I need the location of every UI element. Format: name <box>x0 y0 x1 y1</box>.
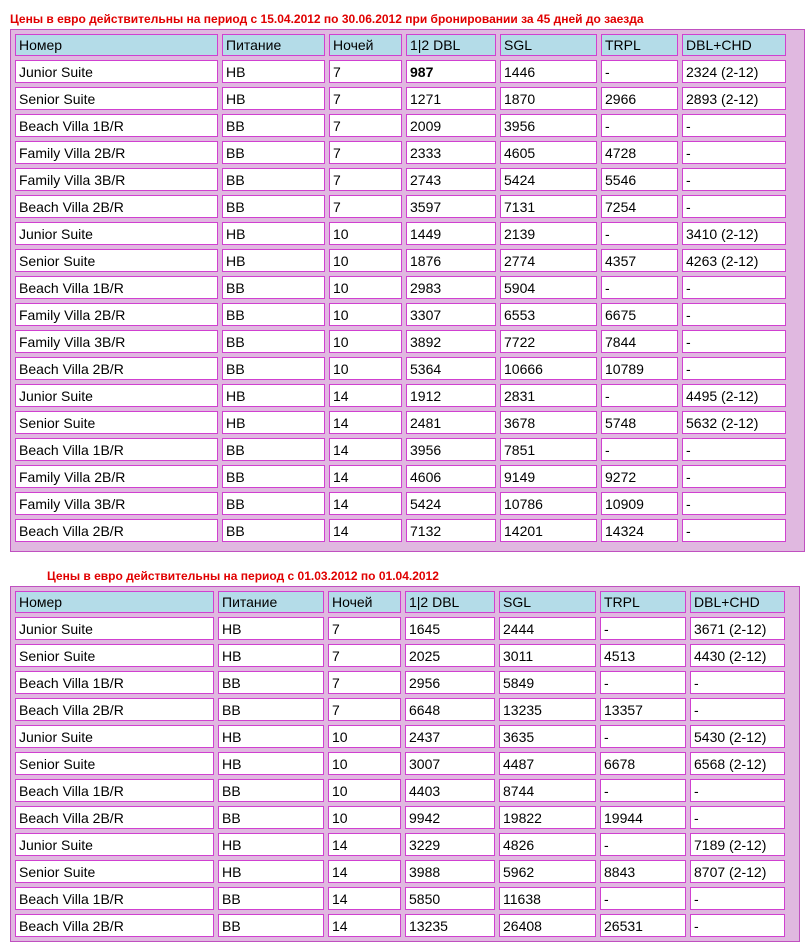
cell-trpl: - <box>600 725 686 748</box>
cell-room: Beach Villa 2B/R <box>15 519 218 542</box>
cell-trpl: - <box>601 60 678 83</box>
cell-dbl-chd: 4263 (2-12) <box>682 249 786 272</box>
cell-dbl: 3956 <box>406 438 496 461</box>
cell-board: BB <box>222 492 325 515</box>
cell-dbl-chd: 7189 (2-12) <box>690 833 785 856</box>
cell-dbl-chd: - <box>682 303 786 326</box>
cell-dbl-chd: - <box>682 114 786 137</box>
price-table-2-frame <box>10 586 800 942</box>
cell-dbl: 1912 <box>406 384 496 407</box>
cell-dbl-chd: - <box>690 779 785 802</box>
cell-nights: 14 <box>329 384 402 407</box>
cell-dbl-chd: - <box>682 519 786 542</box>
price-table-2 <box>11 587 789 941</box>
cell-nights: 10 <box>328 752 401 775</box>
header-sgl: SGL <box>500 34 597 56</box>
table-row <box>15 222 786 245</box>
cell-dbl: 2983 <box>406 276 496 299</box>
cell-dbl-chd: 2324 (2-12) <box>682 60 786 83</box>
header-room: Номер <box>15 34 218 56</box>
cell-nights: 14 <box>329 465 402 488</box>
header-nights: Ночей <box>329 34 402 56</box>
cell-nights: 10 <box>328 806 401 829</box>
cell-dbl: 2009 <box>406 114 496 137</box>
cell-board: BB <box>222 141 325 164</box>
cell-board: BB <box>218 914 324 937</box>
cell-board: BB <box>222 330 325 353</box>
cell-trpl: - <box>600 617 686 640</box>
cell-board: BB <box>218 698 324 721</box>
cell-sgl: 2831 <box>500 384 597 407</box>
cell-trpl: - <box>600 671 686 694</box>
cell-nights: 10 <box>329 303 402 326</box>
table-1-title: Цены в евро действительны на период с 15.04.2012 по 30.06.2012 при бронировании за 45 дней до заезда <box>10 12 644 26</box>
cell-trpl: 4513 <box>600 644 686 667</box>
cell-sgl: 6553 <box>500 303 597 326</box>
cell-sgl: 7722 <box>500 330 597 353</box>
cell-sgl: 5904 <box>500 276 597 299</box>
cell-dbl-chd: 8707 (2-12) <box>690 860 785 883</box>
cell-room: Beach Villa 1B/R <box>15 671 214 694</box>
cell-sgl: 10786 <box>500 492 597 515</box>
cell-room: Family Villa 2B/R <box>15 141 218 164</box>
header-trpl: TRPL <box>601 34 678 56</box>
table-row <box>15 249 786 272</box>
cell-room: Family Villa 2B/R <box>15 465 218 488</box>
cell-dbl-chd: - <box>690 887 785 910</box>
cell-room: Beach Villa 1B/R <box>15 114 218 137</box>
cell-board: BB <box>218 779 324 802</box>
cell-board: HB <box>222 384 325 407</box>
cell-dbl-chd: - <box>682 330 786 353</box>
table-row <box>15 114 786 137</box>
cell-board: BB <box>218 806 324 829</box>
cell-nights: 14 <box>328 833 401 856</box>
cell-board: BB <box>222 276 325 299</box>
cell-dbl: 13235 <box>405 914 495 937</box>
table-row <box>15 168 786 191</box>
cell-sgl: 9149 <box>500 465 597 488</box>
table-row <box>15 887 785 910</box>
table-row <box>15 617 785 640</box>
table-row <box>15 914 785 937</box>
cell-dbl-chd: 5430 (2-12) <box>690 725 785 748</box>
table-2-title: Цены в евро действительны на период с 01.03.2012 по 01.04.2012 <box>47 569 439 583</box>
cell-room: Senior Suite <box>15 860 214 883</box>
cell-trpl: 7844 <box>601 330 678 353</box>
cell-sgl: 4487 <box>499 752 596 775</box>
cell-dbl: 2743 <box>406 168 496 191</box>
cell-dbl-chd: 5632 (2-12) <box>682 411 786 434</box>
cell-sgl: 7131 <box>500 195 597 218</box>
cell-sgl: 1870 <box>500 87 597 110</box>
table-row <box>15 276 786 299</box>
cell-trpl: 6678 <box>600 752 686 775</box>
cell-sgl: 8744 <box>499 779 596 802</box>
cell-dbl-chd: - <box>690 914 785 937</box>
cell-board: BB <box>222 303 325 326</box>
cell-sgl: 13235 <box>499 698 596 721</box>
cell-nights: 14 <box>329 519 402 542</box>
cell-dbl: 2481 <box>406 411 496 434</box>
header-dbl-chd: DBL+CHD <box>682 34 786 56</box>
cell-dbl-chd: - <box>682 168 786 191</box>
cell-room: Beach Villa 2B/R <box>15 914 214 937</box>
cell-nights: 10 <box>329 222 402 245</box>
cell-dbl: 3597 <box>406 195 496 218</box>
cell-sgl: 7851 <box>500 438 597 461</box>
cell-nights: 10 <box>329 249 402 272</box>
cell-dbl: 3307 <box>406 303 496 326</box>
cell-trpl: 7254 <box>601 195 678 218</box>
header-row <box>15 34 786 56</box>
table-row <box>15 303 786 326</box>
cell-board: HB <box>218 644 324 667</box>
header-dbl: 1|2 DBL <box>405 591 495 613</box>
cell-dbl-chd: - <box>682 357 786 380</box>
cell-sgl: 2139 <box>500 222 597 245</box>
cell-sgl: 5849 <box>499 671 596 694</box>
cell-nights: 10 <box>329 330 402 353</box>
table-row <box>15 195 786 218</box>
cell-dbl-chd: - <box>682 492 786 515</box>
cell-board: HB <box>222 222 325 245</box>
cell-trpl: - <box>601 114 678 137</box>
table-row <box>15 644 785 667</box>
cell-trpl: 10789 <box>601 357 678 380</box>
cell-trpl: 6675 <box>601 303 678 326</box>
cell-sgl: 5962 <box>499 860 596 883</box>
cell-board: BB <box>222 519 325 542</box>
cell-trpl: - <box>600 779 686 802</box>
cell-trpl: 13357 <box>600 698 686 721</box>
cell-board: BB <box>222 465 325 488</box>
cell-nights: 14 <box>328 860 401 883</box>
table-row <box>15 779 785 802</box>
cell-nights: 7 <box>328 698 401 721</box>
cell-room: Family Villa 3B/R <box>15 330 218 353</box>
cell-nights: 14 <box>328 887 401 910</box>
header-row <box>15 591 785 613</box>
cell-trpl: - <box>601 384 678 407</box>
cell-room: Junior Suite <box>15 222 218 245</box>
cell-dbl-chd: - <box>682 465 786 488</box>
cell-nights: 7 <box>329 168 402 191</box>
cell-nights: 7 <box>329 195 402 218</box>
cell-sgl: 26408 <box>499 914 596 937</box>
cell-room: Beach Villa 1B/R <box>15 438 218 461</box>
table-row <box>15 357 786 380</box>
cell-dbl-chd: 3410 (2-12) <box>682 222 786 245</box>
cell-room: Senior Suite <box>15 644 214 667</box>
cell-nights: 14 <box>329 411 402 434</box>
cell-trpl: - <box>601 438 678 461</box>
cell-dbl: 1271 <box>406 87 496 110</box>
price-table-1-frame <box>10 29 805 552</box>
cell-trpl: 9272 <box>601 465 678 488</box>
cell-room: Beach Villa 1B/R <box>15 779 214 802</box>
cell-nights: 7 <box>328 617 401 640</box>
cell-board: BB <box>218 887 324 910</box>
cell-room: Beach Villa 2B/R <box>15 698 214 721</box>
cell-trpl: 26531 <box>600 914 686 937</box>
cell-board: BB <box>222 168 325 191</box>
header-dbl-chd: DBL+CHD <box>690 591 785 613</box>
cell-dbl-chd: - <box>682 438 786 461</box>
cell-room: Junior Suite <box>15 617 214 640</box>
cell-dbl: 987 <box>406 60 496 83</box>
cell-trpl: - <box>600 833 686 856</box>
cell-room: Senior Suite <box>15 752 214 775</box>
cell-dbl-chd: 4495 (2-12) <box>682 384 786 407</box>
cell-sgl: 4826 <box>499 833 596 856</box>
cell-trpl: 19944 <box>600 806 686 829</box>
cell-dbl: 3007 <box>405 752 495 775</box>
cell-dbl: 1449 <box>406 222 496 245</box>
table-row <box>15 384 786 407</box>
cell-trpl: - <box>601 222 678 245</box>
cell-dbl: 7132 <box>406 519 496 542</box>
cell-trpl: - <box>601 276 678 299</box>
cell-dbl: 1645 <box>405 617 495 640</box>
cell-sgl: 3678 <box>500 411 597 434</box>
cell-board: HB <box>222 411 325 434</box>
table-row <box>15 833 785 856</box>
cell-dbl: 5364 <box>406 357 496 380</box>
cell-room: Junior Suite <box>15 384 218 407</box>
header-board: Питание <box>222 34 325 56</box>
cell-dbl: 6648 <box>405 698 495 721</box>
cell-sgl: 5424 <box>500 168 597 191</box>
table-row <box>15 698 785 721</box>
cell-sgl: 19822 <box>499 806 596 829</box>
cell-sgl: 3956 <box>500 114 597 137</box>
cell-room: Beach Villa 1B/R <box>15 276 218 299</box>
cell-board: HB <box>218 833 324 856</box>
cell-sgl: 2774 <box>500 249 597 272</box>
cell-nights: 10 <box>329 357 402 380</box>
table-row <box>15 806 785 829</box>
cell-dbl: 2333 <box>406 141 496 164</box>
cell-nights: 7 <box>329 141 402 164</box>
cell-room: Senior Suite <box>15 87 218 110</box>
cell-nights: 7 <box>329 114 402 137</box>
table-row <box>15 492 786 515</box>
cell-room: Junior Suite <box>15 833 214 856</box>
cell-room: Family Villa 3B/R <box>15 492 218 515</box>
cell-board: BB <box>222 357 325 380</box>
cell-dbl: 2437 <box>405 725 495 748</box>
cell-board: BB <box>222 438 325 461</box>
header-room: Номер <box>15 591 214 613</box>
cell-nights: 10 <box>329 276 402 299</box>
cell-room: Family Villa 3B/R <box>15 168 218 191</box>
cell-room: Senior Suite <box>15 411 218 434</box>
table-row <box>15 752 785 775</box>
header-board: Питание <box>218 591 324 613</box>
cell-nights: 10 <box>328 779 401 802</box>
cell-nights: 14 <box>329 492 402 515</box>
cell-board: HB <box>218 860 324 883</box>
cell-dbl-chd: - <box>690 698 785 721</box>
cell-dbl-chd: - <box>690 806 785 829</box>
cell-sgl: 1446 <box>500 60 597 83</box>
cell-board: HB <box>222 87 325 110</box>
cell-sgl: 4605 <box>500 141 597 164</box>
cell-trpl: 5546 <box>601 168 678 191</box>
cell-board: BB <box>222 114 325 137</box>
cell-dbl: 5850 <box>405 887 495 910</box>
table-row <box>15 141 786 164</box>
table-row <box>15 860 785 883</box>
cell-dbl: 2956 <box>405 671 495 694</box>
price-table-1 <box>11 30 790 546</box>
cell-nights: 10 <box>328 725 401 748</box>
cell-dbl: 5424 <box>406 492 496 515</box>
cell-board: HB <box>222 249 325 272</box>
cell-dbl: 4606 <box>406 465 496 488</box>
cell-board: HB <box>218 752 324 775</box>
cell-trpl: 2966 <box>601 87 678 110</box>
cell-room: Junior Suite <box>15 725 214 748</box>
cell-sgl: 3635 <box>499 725 596 748</box>
cell-dbl-chd: 2893 (2-12) <box>682 87 786 110</box>
cell-nights: 14 <box>329 438 402 461</box>
cell-trpl: 8843 <box>600 860 686 883</box>
cell-board: HB <box>222 60 325 83</box>
table-row <box>15 330 786 353</box>
cell-dbl: 9942 <box>405 806 495 829</box>
cell-room: Beach Villa 2B/R <box>15 195 218 218</box>
cell-trpl: 4357 <box>601 249 678 272</box>
cell-room: Beach Villa 1B/R <box>15 887 214 910</box>
cell-nights: 7 <box>328 644 401 667</box>
cell-trpl: 14324 <box>601 519 678 542</box>
cell-board: BB <box>218 671 324 694</box>
cell-dbl: 1876 <box>406 249 496 272</box>
header-sgl: SGL <box>499 591 596 613</box>
cell-trpl: 5748 <box>601 411 678 434</box>
cell-room: Beach Villa 2B/R <box>15 806 214 829</box>
cell-room: Junior Suite <box>15 60 218 83</box>
cell-dbl: 2025 <box>405 644 495 667</box>
table-row <box>15 671 785 694</box>
header-nights: Ночей <box>328 591 401 613</box>
table-row <box>15 519 786 542</box>
cell-trpl: 4728 <box>601 141 678 164</box>
cell-dbl-chd: 3671 (2-12) <box>690 617 785 640</box>
cell-dbl-chd: 4430 (2-12) <box>690 644 785 667</box>
cell-dbl: 3892 <box>406 330 496 353</box>
cell-sgl: 2444 <box>499 617 596 640</box>
cell-room: Senior Suite <box>15 249 218 272</box>
table-row <box>15 411 786 434</box>
cell-dbl-chd: - <box>690 671 785 694</box>
table-row <box>15 465 786 488</box>
header-dbl: 1|2 DBL <box>406 34 496 56</box>
cell-dbl-chd: - <box>682 195 786 218</box>
cell-board: HB <box>218 725 324 748</box>
cell-room: Family Villa 2B/R <box>15 303 218 326</box>
cell-dbl-chd: 6568 (2-12) <box>690 752 785 775</box>
cell-board: BB <box>222 195 325 218</box>
cell-sgl: 14201 <box>500 519 597 542</box>
cell-dbl: 4403 <box>405 779 495 802</box>
header-trpl: TRPL <box>600 591 686 613</box>
cell-dbl: 3988 <box>405 860 495 883</box>
table-row <box>15 725 785 748</box>
cell-nights: 14 <box>328 914 401 937</box>
table-row <box>15 87 786 110</box>
cell-sgl: 11638 <box>499 887 596 910</box>
cell-sgl: 3011 <box>499 644 596 667</box>
cell-trpl: - <box>600 887 686 910</box>
table-row <box>15 438 786 461</box>
cell-board: HB <box>218 617 324 640</box>
cell-sgl: 10666 <box>500 357 597 380</box>
cell-dbl-chd: - <box>682 276 786 299</box>
table-row <box>15 60 786 83</box>
cell-nights: 7 <box>329 87 402 110</box>
cell-room: Beach Villa 2B/R <box>15 357 218 380</box>
cell-trpl: 10909 <box>601 492 678 515</box>
cell-nights: 7 <box>329 60 402 83</box>
cell-dbl: 3229 <box>405 833 495 856</box>
cell-dbl-chd: - <box>682 141 786 164</box>
cell-nights: 7 <box>328 671 401 694</box>
